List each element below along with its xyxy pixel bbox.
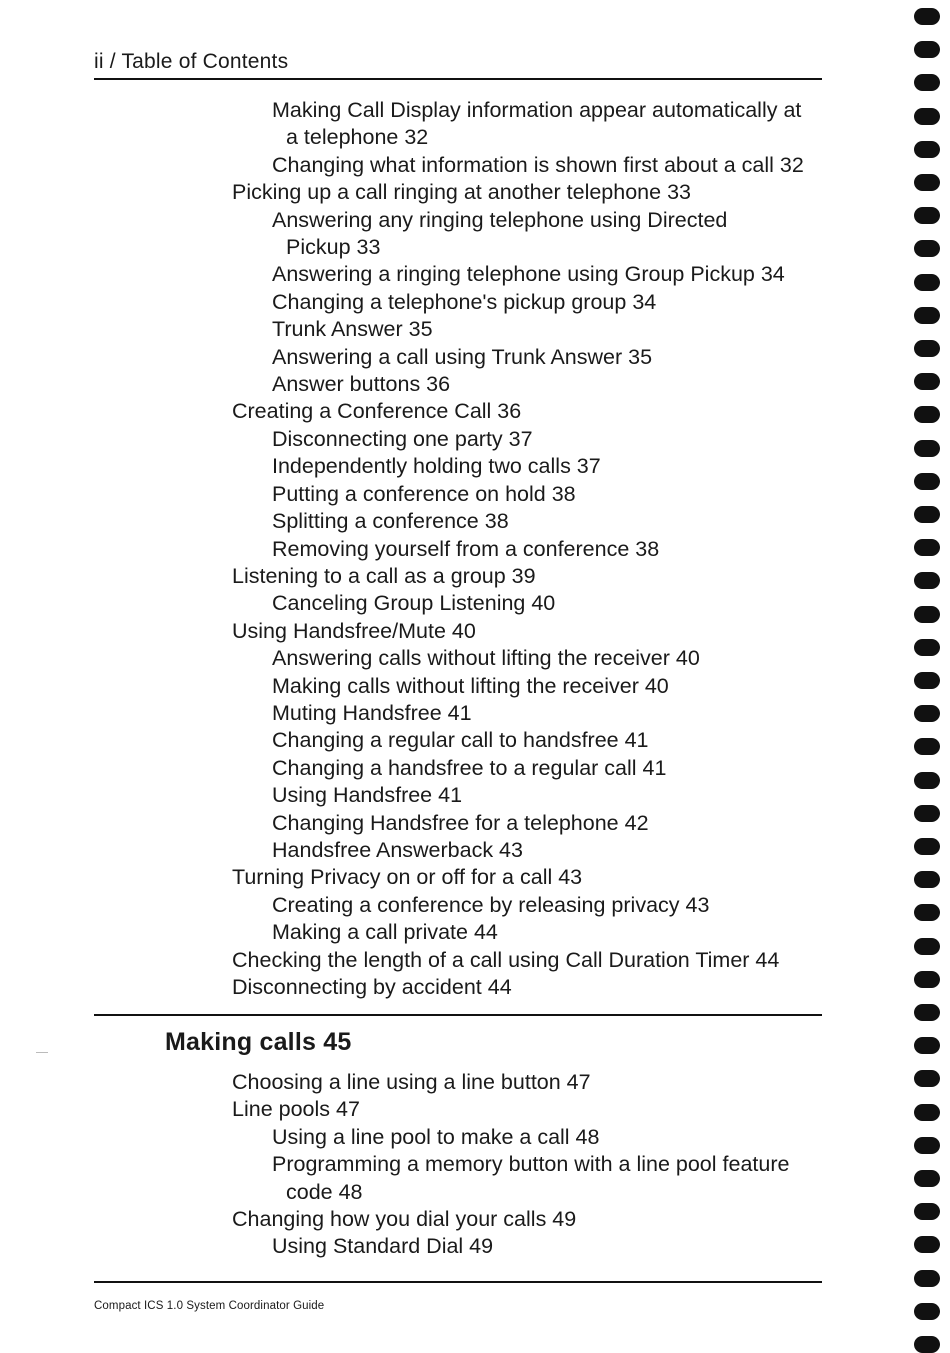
toc-entry: Using Handsfree/Mute 40	[232, 618, 476, 643]
binding-hole	[914, 1270, 940, 1287]
toc-entry: Removing yourself from a conference 38	[272, 536, 660, 561]
toc-entry: Splitting a conference 38	[272, 509, 509, 534]
binding-hole	[914, 207, 940, 224]
toc-entry: Turning Privacy on or off for a call 43	[232, 865, 583, 890]
binding-hole	[914, 539, 940, 556]
binding-hole	[914, 440, 940, 457]
binding-hole	[914, 8, 940, 25]
spiral-binding	[910, 0, 950, 1349]
toc-entry: Programming a memory button with a line pool feature	[272, 1152, 790, 1177]
header-rule	[94, 78, 822, 80]
toc-entry: Using a line pool to make a call 48	[272, 1124, 600, 1149]
page-footer: Compact ICS 1.0 System Coordinator Guide	[94, 1300, 325, 1312]
toc-entry: Disconnecting by accident 44	[232, 975, 512, 999]
toc-entry: code 48	[286, 1179, 363, 1204]
toc-entry: Changing a regular call to handsfree 41	[272, 728, 649, 753]
toc-entry: Creating a Conference Call 36	[232, 399, 522, 424]
binding-hole	[914, 1070, 940, 1087]
binding-hole	[914, 74, 940, 91]
binding-hole	[914, 772, 940, 789]
binding-hole	[914, 41, 940, 58]
binding-hole	[914, 938, 940, 955]
toc-entry: Answering a call using Trunk Answer 35	[272, 344, 653, 369]
toc-entry: Changing how you dial your calls 49	[232, 1207, 577, 1232]
toc-entry: Independently holding two calls 37	[272, 454, 601, 479]
binding-hole	[914, 971, 940, 988]
binding-hole	[914, 1236, 940, 1253]
binding-hole	[914, 606, 940, 623]
binding-hole	[914, 738, 940, 755]
toc-entry: Trunk Answer 35	[272, 317, 433, 342]
binding-hole	[914, 174, 940, 191]
binding-hole	[914, 1303, 940, 1320]
toc-entry: Changing a handsfree to a regular call 41	[272, 755, 667, 780]
toc-entry: a telephone 32	[286, 125, 429, 150]
binding-hole	[914, 572, 940, 589]
binding-hole	[914, 639, 940, 656]
toc-entry: Making a call private 44	[272, 920, 498, 945]
toc-entry: Handsfree Answerback 43	[272, 837, 523, 862]
binding-hole	[914, 506, 940, 523]
binding-hole	[914, 838, 940, 855]
toc-entry: Putting a conference on hold 38	[272, 481, 576, 506]
toc-entry: Disconnecting one party 37	[272, 426, 533, 451]
toc-entry: Creating a conference by releasing privacy 43	[272, 892, 710, 917]
binding-hole	[914, 1170, 940, 1187]
binding-hole	[914, 373, 940, 390]
binding-hole	[914, 1037, 940, 1054]
toc-entry: Pickup 33	[286, 235, 381, 260]
binding-hole	[914, 805, 940, 822]
binding-hole	[914, 108, 940, 125]
toc-entry: Using Handsfree 41	[272, 783, 463, 808]
binding-hole	[914, 1004, 940, 1021]
footer-rule	[94, 1281, 822, 1283]
running-head: ii / Table of Contents	[94, 50, 289, 73]
binding-hole	[914, 1104, 940, 1121]
binding-hole	[914, 141, 940, 158]
binding-hole	[914, 473, 940, 490]
toc-entry: Changing what information is shown first about a call 32	[272, 152, 804, 177]
binding-hole	[914, 307, 940, 324]
binding-hole	[914, 904, 940, 921]
binding-hole	[914, 406, 940, 423]
toc-entry: Listening to a call as a group 39	[232, 563, 536, 588]
toc-entry: Picking up a call ringing at another telephone 33	[232, 180, 691, 205]
binding-hole	[914, 705, 940, 722]
section-rule	[94, 1014, 822, 1016]
binding-hole	[914, 1137, 940, 1154]
toc-entry: Choosing a line using a line button 47	[232, 1070, 591, 1094]
toc-entry: Answer buttons 36	[272, 372, 451, 397]
binding-hole	[914, 672, 940, 689]
toc-entry: Making Call Display information appear automatically at	[272, 98, 802, 122]
section-heading: Making calls 45	[165, 1028, 352, 1056]
binding-hole	[914, 871, 940, 888]
scan-artifact-mark	[36, 1052, 48, 1053]
toc-list-continued	[0, 97, 804, 1001]
toc-entry: Answering any ringing telephone using Directed	[272, 207, 728, 232]
toc-entry: Changing a telephone's pickup group 34	[272, 289, 657, 314]
binding-hole	[914, 240, 940, 257]
toc-entry: Changing Handsfree for a telephone 42	[272, 810, 649, 835]
toc-list-making-calls	[0, 1069, 789, 1261]
binding-hole	[914, 1203, 940, 1220]
toc-entry: Checking the length of a call using Call Duration Timer 44	[232, 947, 780, 972]
binding-hole	[914, 274, 940, 291]
binding-hole	[914, 1336, 940, 1353]
binding-hole	[914, 340, 940, 357]
toc-entry: Using Standard Dial 49	[272, 1234, 494, 1259]
toc-entry: Line pools 47	[232, 1097, 360, 1122]
toc-entry: Answering calls without lifting the receiver 40	[272, 646, 700, 671]
toc-entry: Muting Handsfree 41	[272, 700, 472, 725]
toc-entry: Answering a ringing telephone using Group Pickup 34	[272, 262, 785, 287]
toc-entry: Canceling Group Listening 40	[272, 591, 556, 616]
toc-entry: Making calls without lifting the receiver 40	[272, 673, 669, 698]
